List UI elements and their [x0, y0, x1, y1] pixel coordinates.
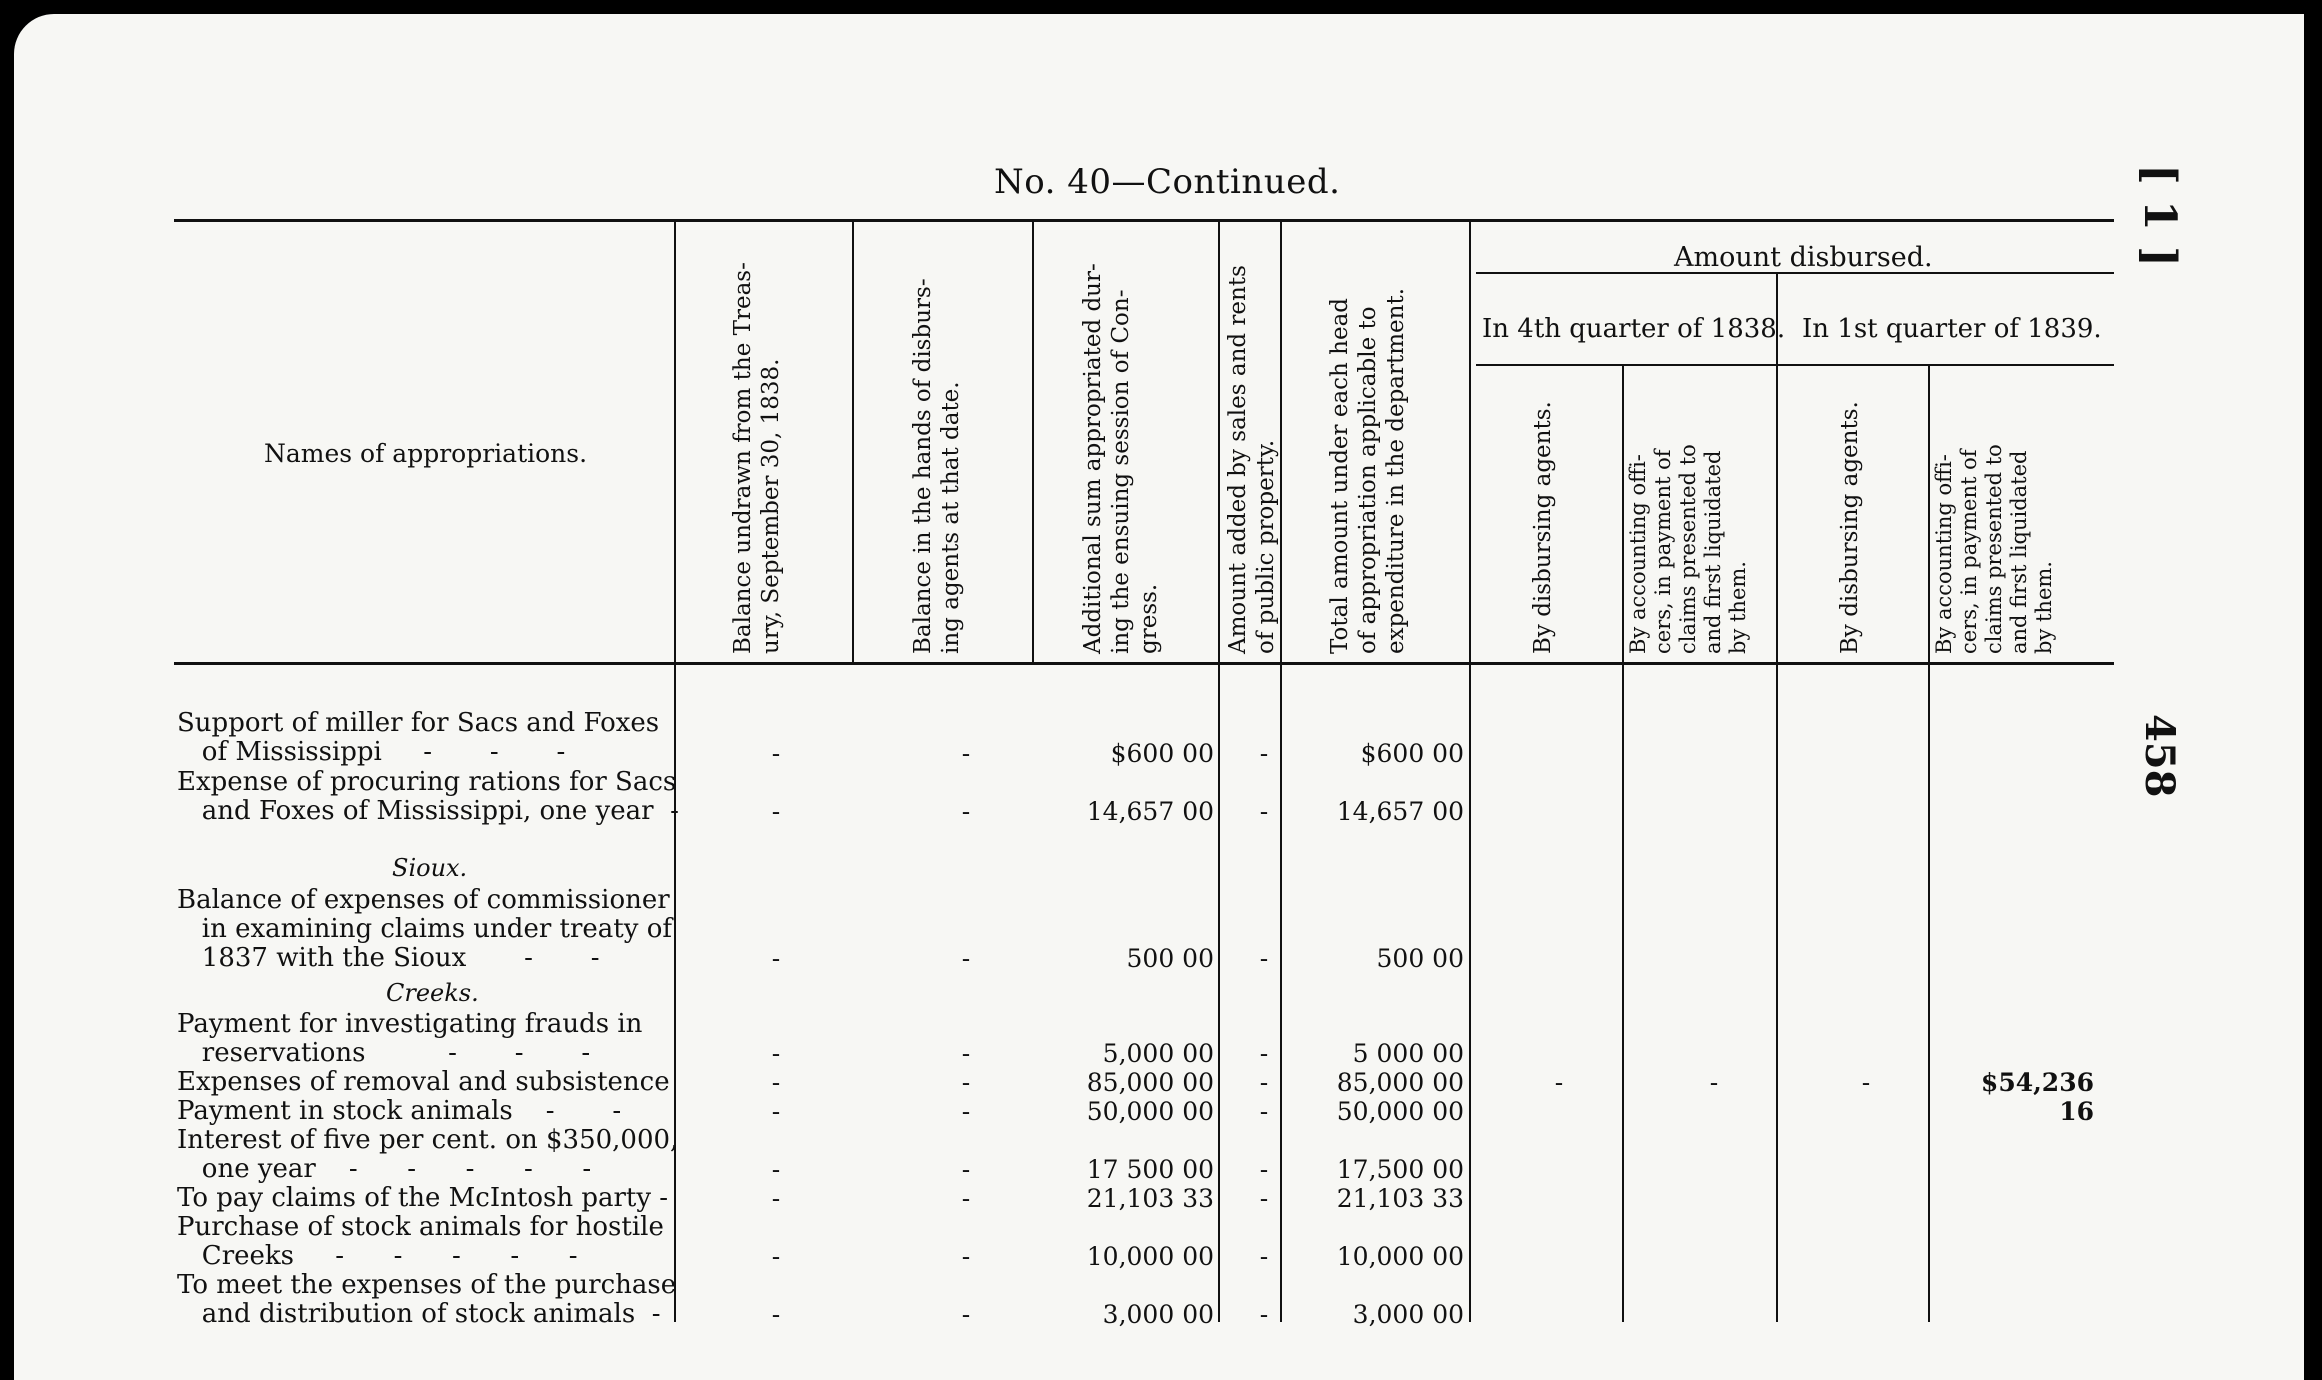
row-label: To pay claims of the McIntosh party - — [177, 1183, 669, 1213]
row-cell-total: 85,000 00 — [1336, 1068, 1464, 1097]
row-cell-balance-undrawn: - — [771, 1068, 781, 1097]
col-rule-2 — [852, 222, 854, 662]
header-additional-sum: Additional sum appropriated dur- ing the ensuing session of Con- gress. — [1080, 263, 1162, 654]
row-cell-additional: 85,000 00 — [1086, 1068, 1214, 1097]
row-cell-additional: 50,000 00 — [1086, 1097, 1214, 1126]
row-cell-balance-undrawn: - — [771, 1242, 781, 1271]
table-top-rule — [174, 219, 2114, 222]
row-cell-added: - — [1259, 1039, 1269, 1068]
row-cell-balance-undrawn: - — [771, 1300, 781, 1329]
side-bracket: [ 1 ] — [2134, 164, 2185, 267]
row-label: Payment in stock animals - - — [177, 1096, 622, 1126]
col-rule-3 — [1032, 222, 1034, 662]
col-rule-8 — [1776, 272, 1778, 1322]
row-label: Purchase of stock animals for hostile Creeks - - - - - — [177, 1212, 664, 1271]
header-total-amount: Total amount under each head of appropriation applicable to expenditure in the department. — [1327, 287, 1409, 654]
row-cell-balance-undrawn: - — [771, 797, 781, 826]
row-label: Payment for investigating frauds in reservations - - - — [177, 1009, 643, 1068]
document-page — [14, 14, 2304, 1380]
row-cell-added: - — [1259, 1155, 1269, 1184]
row-cell-balance-agents: - — [961, 1155, 971, 1184]
row-label: Balance of expenses of commissioner in examining claims under treaty of 1837 with the Sioux - - — [177, 885, 672, 973]
row-cell-added: - — [1259, 1097, 1269, 1126]
row-cell-total: 10,000 00 — [1336, 1242, 1464, 1271]
header-q4-1838: In 4th quarter of 1838. — [1482, 314, 1786, 344]
col-rule-4 — [1218, 222, 1220, 1322]
page-title: No. 40—Continued. — [994, 162, 1341, 202]
header-q4-by-disbursing: By disbursing agents. — [1530, 401, 1556, 654]
header-amount-added: Amount added by sales and rents of public property. — [1225, 265, 1279, 654]
row-cell-added: - — [1259, 1242, 1269, 1271]
row-cell-q4-accounting: - — [1709, 1068, 1719, 1097]
row-cell-total: $600 00 — [1360, 739, 1464, 768]
row-cell-balance-agents: - — [961, 1242, 971, 1271]
row-cell-added: - — [1259, 1068, 1269, 1097]
header-balance-undrawn: Balance undrawn from the Treas- ury, September 30, 1838. — [730, 262, 784, 654]
row-cell-balance-agents: - — [961, 1039, 971, 1068]
row-cell-total: 21,103 33 — [1336, 1184, 1464, 1213]
row-cell-added: - — [1259, 739, 1269, 768]
row-label: Interest of five per cent. on $350,000, one year - - - - - — [177, 1125, 679, 1184]
row-cell-q1-accounting: $54,236 16 — [1980, 1068, 2094, 1126]
row-cell-total: 14,657 00 — [1336, 797, 1464, 826]
col-rule-7 — [1622, 366, 1624, 1322]
row-cell-additional: 10,000 00 — [1086, 1242, 1214, 1271]
row-cell-total: 17,500 00 — [1336, 1155, 1464, 1184]
row-cell-additional: 3,000 00 — [1102, 1300, 1214, 1329]
header-q1-by-accounting: By accounting offi- cers, in payment of claims presented to and first liquidated by them. — [1932, 444, 2056, 654]
col-rule-9 — [1928, 366, 1930, 1322]
row-cell-total: 5 000 00 — [1352, 1039, 1464, 1068]
col-rule-6 — [1469, 222, 1471, 1322]
row-cell-balance-undrawn: - — [771, 944, 781, 973]
row-cell-balance-agents: - — [961, 1097, 971, 1126]
row-cell-balance-undrawn: - — [771, 1039, 781, 1068]
side-page-number: 458 — [2136, 714, 2183, 798]
row-cell-additional: 14,657 00 — [1086, 797, 1214, 826]
row-cell-balance-agents: - — [961, 1184, 971, 1213]
row-cell-total: 50,000 00 — [1336, 1097, 1464, 1126]
header-names: Names of appropriations. — [264, 439, 588, 468]
header-q1-1839: In 1st quarter of 1839. — [1802, 314, 2102, 344]
row-cell-q4-disbursing: - — [1554, 1068, 1564, 1097]
row-cell-added: - — [1259, 1300, 1269, 1329]
row-label: Expense of procuring rations for Sacs and Foxes of Mississippi, one year - — [177, 767, 679, 826]
row-cell-added: - — [1259, 944, 1269, 973]
row-label: Expenses of removal and subsistence — [177, 1067, 670, 1097]
row-cell-balance-agents: - — [961, 1300, 971, 1329]
row-label: To meet the expenses of the purchase and distribution of stock animals - — [177, 1270, 677, 1329]
row-cell-balance-agents: - — [961, 944, 971, 973]
section-sioux: Sioux. — [392, 854, 468, 882]
row-cell-balance-undrawn: - — [771, 1155, 781, 1184]
row-cell-added: - — [1259, 797, 1269, 826]
header-q1-by-disbursing: By disbursing agents. — [1837, 401, 1863, 654]
row-cell-balance-undrawn: - — [771, 1097, 781, 1126]
row-cell-additional: $600 00 — [1110, 739, 1214, 768]
row-cell-balance-undrawn: - — [771, 1184, 781, 1213]
row-cell-additional: 17 500 00 — [1086, 1155, 1214, 1184]
quarter-rule — [1476, 364, 2114, 366]
header-balance-agents: Balance in the hands of disburs- ing agents at that date. — [910, 278, 964, 654]
row-label: Support of miller for Sacs and Foxes of Mississippi - - - — [177, 708, 660, 767]
header-bottom-rule — [174, 662, 2114, 665]
row-cell-balance-agents: - — [961, 797, 971, 826]
row-cell-balance-undrawn: - — [771, 739, 781, 768]
row-cell-additional: 500 00 — [1126, 944, 1214, 973]
row-cell-total: 500 00 — [1376, 944, 1464, 973]
section-creeks: Creeks. — [386, 979, 479, 1007]
row-cell-balance-agents: - — [961, 739, 971, 768]
row-cell-total: 3,000 00 — [1352, 1300, 1464, 1329]
row-cell-q1-disbursing: - — [1861, 1068, 1871, 1097]
row-cell-added: - — [1259, 1184, 1269, 1213]
header-q4-by-accounting: By accounting offi- cers, in payment of claims presented to and first liquidated by them. — [1626, 444, 1750, 654]
row-cell-balance-agents: - — [961, 1068, 971, 1097]
header-amount-disbursed: Amount disbursed. — [1674, 242, 1933, 273]
col-rule-5 — [1280, 222, 1282, 1322]
row-cell-additional: 5,000 00 — [1102, 1039, 1214, 1068]
row-cell-additional: 21,103 33 — [1086, 1184, 1214, 1213]
